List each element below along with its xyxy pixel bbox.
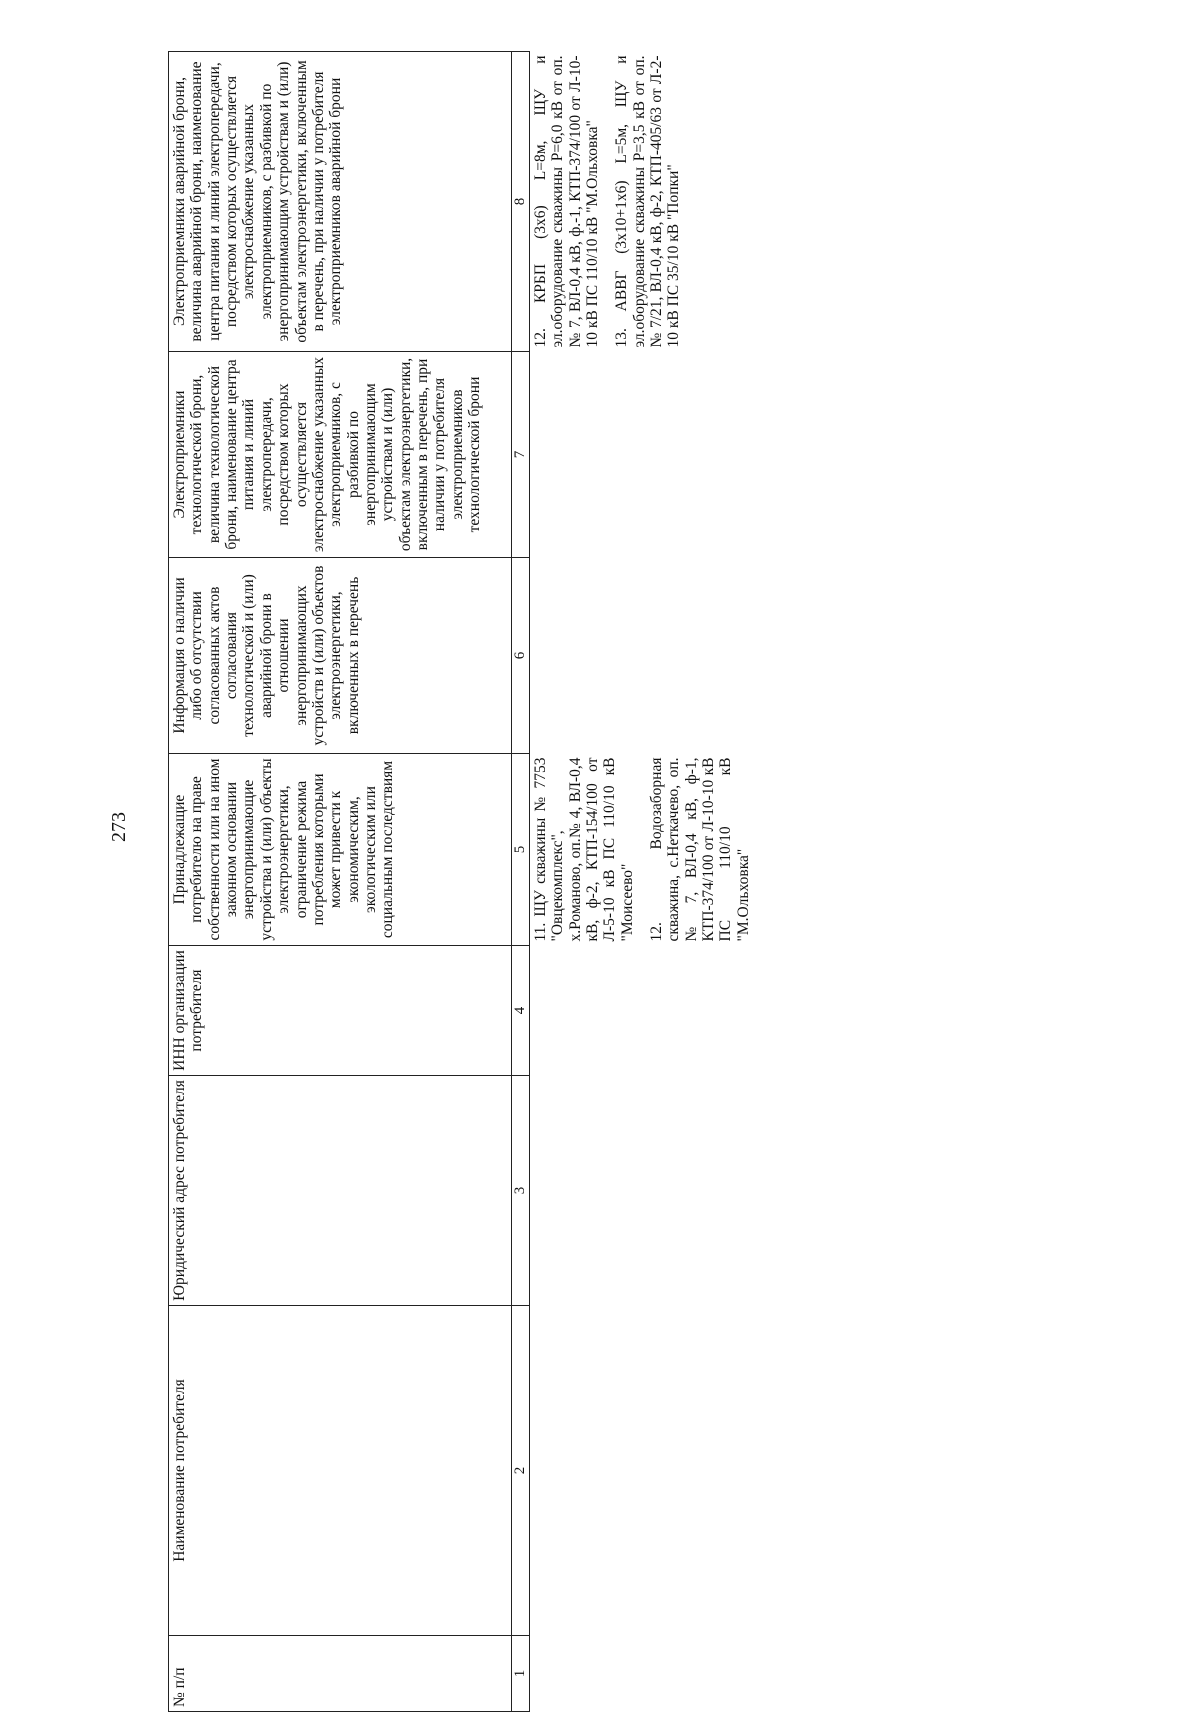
header-technological-reserve: Электроприемники технологической брони, величина технологической брони, наименование центра питания и линий электропередачи, посредством которых осуществляется электроснабжение указанных электроприемников, с разбивкой по энергопринимающим устройствам и (или) объектам электроэнергетики, включенным в перечень, при наличии у потребителя электроприемников технологической брони: [169, 352, 512, 558]
column-number: 2: [512, 1306, 530, 1636]
header-devices: Принадлежащие потребителю на праве собственности или на ином законном основании энергопринимающие устройства и (или) объекты электроэнергетики, ограничение режима потребления которыми может привести к экономическим, экологическим или социальным последствиям: [169, 754, 512, 946]
reserve-entry: 13. АВВГ (3х10+1х6) L=5м, ЩУ и эл.оборудование скважины Р=3,5 кВ от оп.№ 7/21, ВЛ-0,4 кВ, ф-2, КТП-405/63 от Л-2-10 кВ ПС 35/10 кВ "Попки": [613, 55, 683, 348]
column-number: 4: [512, 946, 530, 1076]
cell-empty: [529, 1306, 766, 1636]
device-entry: 11. ЩУ скважины № 7753 "Овцекомплекс", х.Романово, оп.№ 4, ВЛ-0,4 кВ, ф-2, КТП-154/100 от Л-5-10 кВ ПС 110/10 кВ "Моисеево": [531, 757, 636, 942]
header-emergency-reserve: Электроприемники аварийной брони, величина аварийной брони, наименование центра питания и линий электропередачи, посредством которых осуществляется электроснабжение указанных электроприемников, с разбивкой по энергопринимающим устройствам и (или) объектам электроэнергетики, включенным в перечень, при наличии у потребителя электроприемников аварийной брони: [169, 52, 512, 352]
column-number: 5: [512, 754, 530, 946]
rotated-page: [168, 52, 752, 1712]
header-inn: ИНН организации потребителя: [169, 946, 512, 1076]
column-number: 6: [512, 558, 530, 754]
device-entry: 12. Водозаборная скважина, с.Неткачево, оп.№ 7, ВЛ-0,4 кВ, ф-1, КТП-374/100 от Л-10-10 кВ ПС 110/10 кВ "М.Ольховка": [647, 757, 752, 942]
cell-empty: [529, 1076, 766, 1306]
header-agreements: Информация о наличии либо об отсутствии согласованных актов согласования технологической и (или) аварийной брони в отношении энергопринимающих устройств и (или) объектов электроэнергетики, включенных в перечень: [169, 558, 512, 754]
header-number: № п/п: [169, 1636, 512, 1712]
column-number: 8: [512, 52, 530, 352]
table-row: [529, 52, 766, 1712]
column-number: 7: [512, 352, 530, 558]
cell-empty: [529, 558, 766, 754]
column-number: 3: [512, 1076, 530, 1306]
cell-empty: [529, 946, 766, 1076]
cell-emergency-reserve: [529, 52, 766, 352]
column-number: 1: [512, 1636, 530, 1712]
header-consumer-name: Наименование потребителя: [169, 1306, 512, 1636]
column-numbers-row: [512, 52, 530, 1712]
header-legal-address: Юридический адрес потребителя: [169, 1076, 512, 1306]
reserve-entry: 12. КРБП (3х6) L=8м, ЩУ и эл.оборудование скважины Р=6,0 кВ от оп.№ 7, ВЛ-0,4 кВ, ф.-1, КТП-374/100 от Л-10-10 кВ ПС 110/10 кВ "М.Ольховка": [531, 55, 601, 348]
cell-devices: [529, 754, 766, 946]
cell-empty: [529, 352, 766, 558]
page-number: 273: [108, 812, 130, 842]
consumer-table: [168, 51, 766, 1712]
cell-empty: [529, 1636, 766, 1712]
table-header-row: [169, 52, 512, 1712]
